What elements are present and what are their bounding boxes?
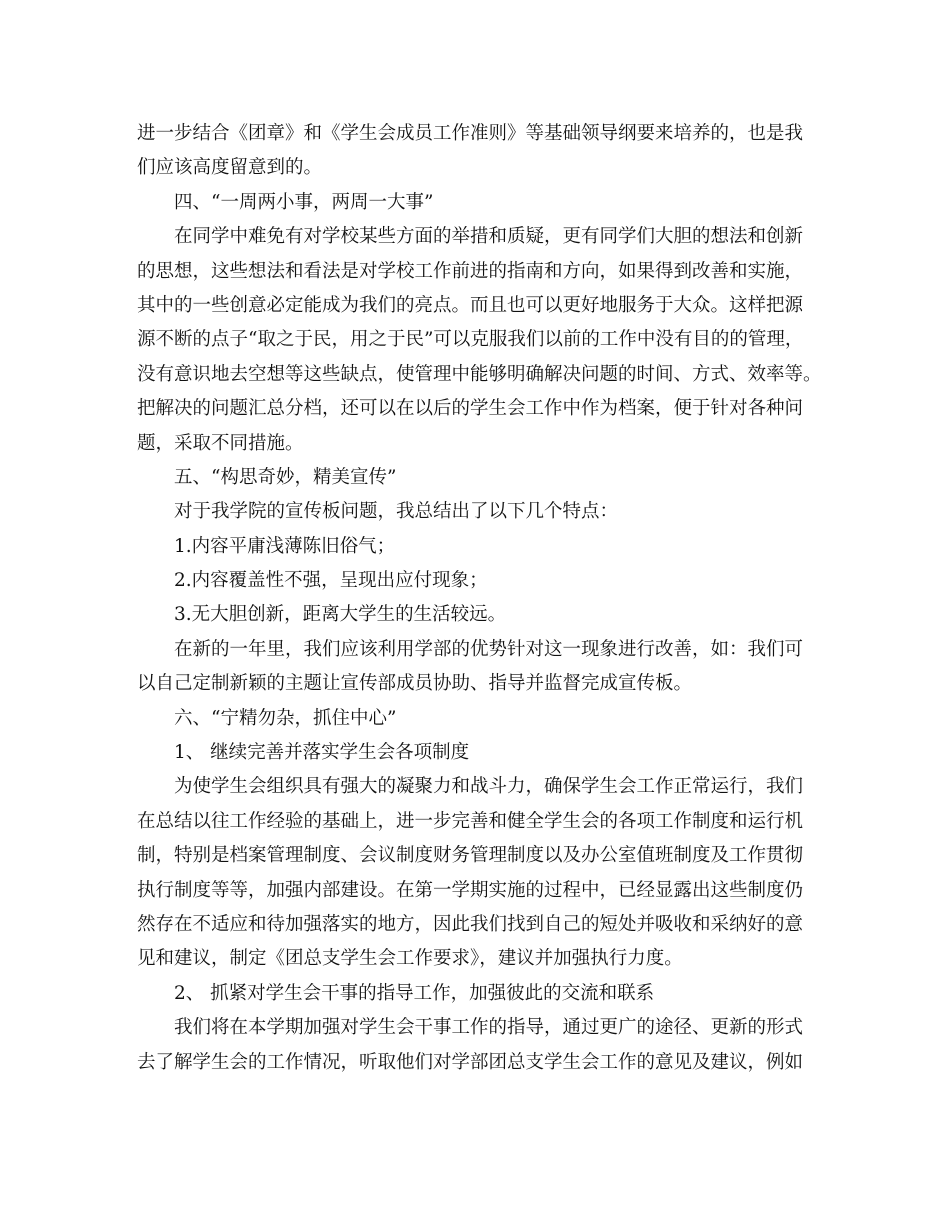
list-item: 3.无大胆创新，距离大学生的生活较远。 bbox=[174, 604, 507, 626]
text-line: 题，采取不同措施。 bbox=[137, 432, 304, 454]
text-line: 在新的一年里，我们应该利用学部的优势针对这一现象进行改善，如：我们可 bbox=[174, 638, 804, 660]
text-line: 们应该高度留意到的。 bbox=[137, 157, 323, 179]
text-line: 我们将在本学期加强对学生会干事工作的指导，通过更广的途径、更新的形式 bbox=[174, 1017, 804, 1039]
list-item: 2.内容覆盖性不强，呈现出应付现象； bbox=[174, 570, 488, 592]
subsection-heading: 1、 继续完善并落实学生会各项制度 bbox=[174, 742, 470, 764]
text-line: 去了解学生会的工作情况，听取他们对学部团总支学生会工作的意见及建议，例如 bbox=[137, 1051, 804, 1073]
text-line: 为使学生会组织具有强大的凝聚力和战斗力，确保学生会工作正常运行，我们 bbox=[174, 776, 804, 798]
text-line: 的思想，这些想法和看法是对学校工作前进的指南和方向，如果得到改善和实施， bbox=[137, 260, 804, 282]
text-line: 源不断的点子“取之于民，用之于民”可以克服我们以前的工作中没有目的的管理， bbox=[137, 329, 804, 351]
text-line: 执行制度等等，加强内部建设。在第一学期实施的过程中，已经显露出这些制度仍 bbox=[137, 879, 804, 901]
section-heading: 六、“宁精勿杂，抓住中心” bbox=[174, 707, 397, 729]
text-line: 没有意识地去空想等这些缺点，使管理中能够明确解决问题的时间、方式、效率等。 bbox=[137, 363, 822, 385]
text-line: 然存在不适应和待加强落实的地方，因此我们找到自己的短处并吸收和采纳好的意 bbox=[137, 913, 804, 935]
text-line: 在总结以往工作经验的基础上，进一步完善和健全学生会的各项工作制度和运行机 bbox=[137, 810, 804, 832]
body-text bbox=[137, 117, 822, 1080]
section-heading: 四、“一周两小事，两周一大事” bbox=[174, 191, 434, 213]
subsection-heading: 2、 抓紧对学生会干事的指导工作，加强彼此的交流和联系 bbox=[174, 982, 655, 1004]
text-line: 把解决的问题汇总分档，还可以在以后的学生会工作中作为档案，便于针对各种问 bbox=[137, 398, 804, 420]
text-line: 以自己定制新颖的主题让宣传部成员协助、指导并监督完成宣传板。 bbox=[137, 673, 693, 695]
text-line: 制，特别是档案管理制度、会议制度财务管理制度以及办公室值班制度及工作贯彻 bbox=[137, 845, 804, 867]
text-line: 在同学中难免有对学校某些方面的举措和质疑，更有同学们大胆的想法和创新 bbox=[174, 226, 804, 248]
list-item: 1.内容平庸浅薄陈旧俗气； bbox=[174, 535, 396, 557]
text-line: 对于我学院的宣传板问题，我总结出了以下几个特点： bbox=[174, 501, 619, 523]
text-line: 其中的一些创意必定能成为我们的亮点。而且也可以更好地服务于大众。这样把源 bbox=[137, 294, 804, 316]
text-line: 见和建议，制定《团总支学生会工作要求》，建议并加强执行力度。 bbox=[137, 948, 683, 970]
text-line: 进一步结合《团章》和《学生会成员工作准则》等基础领导纲要来培养的，也是我 bbox=[137, 123, 804, 144]
section-heading: 五、“构思奇妙，精美宣传” bbox=[174, 466, 397, 488]
